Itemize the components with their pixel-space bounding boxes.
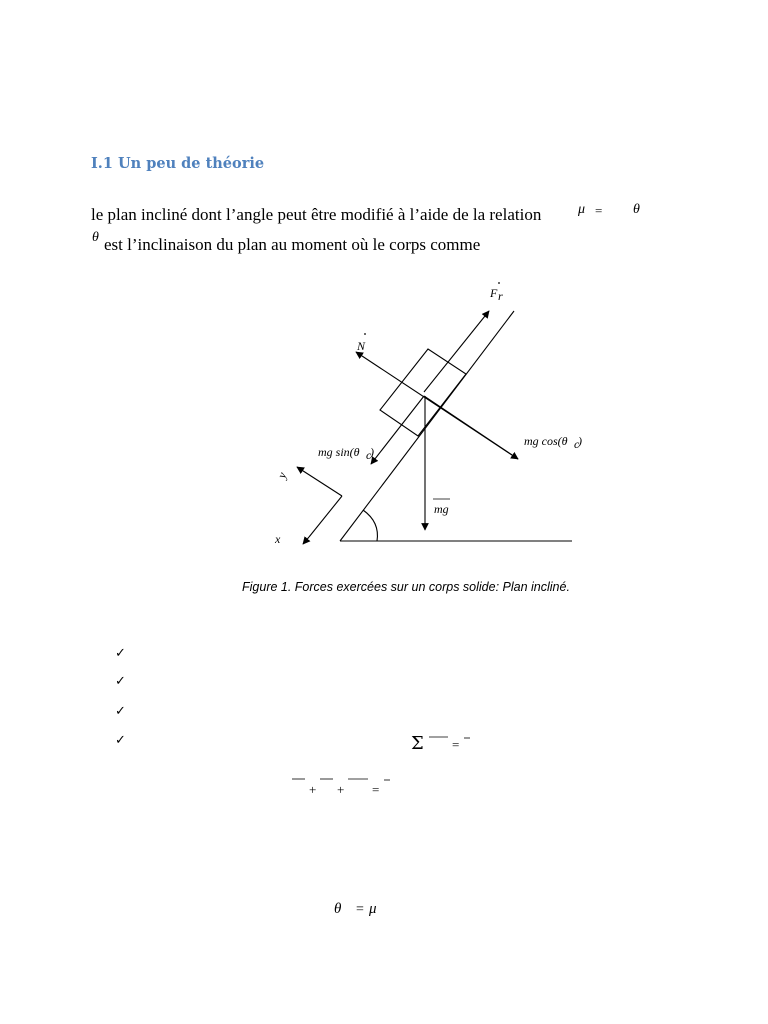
label-fr-sub: r — [498, 289, 503, 303]
vec-plus-1: + — [309, 782, 317, 797]
label-mg-cos: mg cos(θ — [524, 434, 568, 448]
label-mg-cos-sub: c — [574, 437, 580, 451]
sum-equals: = — [452, 737, 460, 752]
label-fr: F — [490, 286, 498, 300]
friction-force-arrow — [424, 311, 489, 392]
label-mg: mg — [434, 502, 449, 516]
check-mark-2: ✓ — [115, 674, 126, 689]
final-mu: μ — [369, 901, 377, 917]
sum-symbol: Σ — [411, 733, 424, 754]
check-mark-3: ✓ — [115, 704, 126, 719]
incline-line — [340, 311, 514, 541]
final-equals: = — [356, 902, 364, 917]
label-y: y — [274, 470, 290, 481]
block — [380, 349, 466, 436]
figure-caption: Figure 1. Forces exercées sur un corps solide: Plan incliné. — [242, 580, 570, 594]
label-x: x — [275, 532, 281, 546]
section-heading: I.1 Un peu de théorie — [91, 155, 265, 172]
label-mg-sin: mg sin(θ — [318, 445, 360, 459]
theta-symbol-line2: θ — [92, 230, 99, 245]
vec-equals: = — [372, 782, 380, 797]
theta-symbol: θ — [633, 202, 640, 217]
check-mark-4: ✓ — [115, 733, 126, 748]
label-mg-sin-sub: c — [366, 448, 372, 462]
label-n: N — [357, 339, 366, 353]
paragraph-line-1: le plan incliné dont l’angle peut être modifié à l’aide de la relation — [91, 205, 542, 224]
angle-arc — [363, 510, 377, 541]
mu-symbol: μ — [578, 202, 586, 217]
label-mg-cos-close: ) — [578, 434, 582, 448]
y-axis-arrow — [297, 467, 342, 496]
vec-plus-2: + — [337, 782, 345, 797]
mg-cos-arrow — [424, 396, 518, 459]
check-mark-1: ✓ — [115, 646, 126, 661]
mg-sin-arrow — [371, 396, 424, 464]
x-axis-arrow — [303, 537, 309, 544]
paragraph-line-2: est l’inclinaison du plan au moment où le corps comme — [104, 235, 481, 254]
label-mg-sin-close: ) — [370, 445, 374, 459]
fr-vector-dot — [498, 282, 500, 284]
equals-sign: = — [595, 203, 603, 218]
n-vector-dot — [364, 333, 366, 335]
x-axis — [309, 496, 342, 537]
final-theta: θ — [334, 901, 342, 917]
